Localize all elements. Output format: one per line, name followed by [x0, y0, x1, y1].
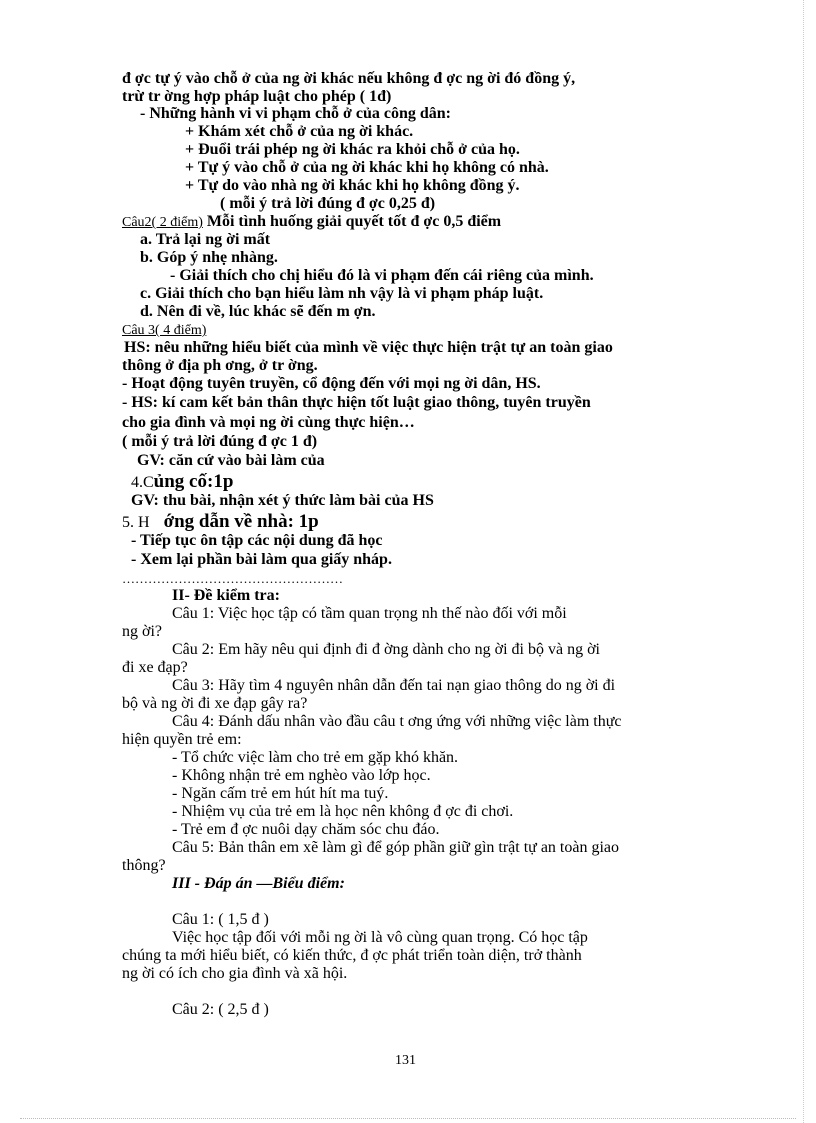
text-line: - Giải thích cho chị hiểu đó là vi phạm đến cái riêng của mình. — [170, 267, 594, 284]
question-3-header: Câu 3( 4 điểm) — [122, 323, 207, 338]
page-number: 131 — [395, 1053, 416, 1068]
text-line: - Tiếp tục ôn tập các nội dung đã học — [131, 532, 383, 549]
text-line: - Xem lại phần bài làm qua giấy nháp. — [131, 551, 392, 568]
dotted-separator: …………………………………………… — [122, 571, 343, 586]
text-line: Câu 2: Em hãy nêu qui định đi đ ờng dành cho ng ời đi bộ và ng ời — [172, 641, 600, 658]
question-2-note: Mỗi tình huống giải quyết tốt đ ợc 0,5 điểm — [202, 213, 502, 230]
text-line: - Nhiệm vụ của trẻ em là học nên không đ ợc đi chơi. — [172, 803, 514, 820]
text-line: Câu 2: ( 2,5 đ ) — [172, 1001, 269, 1018]
page-border-bottom — [20, 1118, 796, 1119]
text-line: + Tự ý vào chỗ ở của ng ời khác khi họ không có nhà. — [185, 159, 549, 176]
section-heading: II- Đề kiểm tra: — [172, 587, 280, 604]
text-line: Câu 3: Hãy tìm 4 nguyên nhân dẫn đến tai nạn giao thông do ng ời đi — [172, 677, 616, 694]
text-line: d. Nên đi về, lúc khác sẽ đến m ợn. — [140, 303, 376, 320]
text-line: - Trẻ em đ ợc nuôi dạy chăm sóc chu đáo. — [172, 821, 440, 838]
text-line: c. Giải thích cho bạn hiểu làm nh vậy là vi phạm pháp luật. — [140, 285, 544, 302]
text-line: hiện quyền trẻ em: — [122, 731, 242, 748]
text-line: ng ời? — [122, 623, 163, 640]
text-line: ( mỗi ý trả lời đúng đ ợc 0,25 đ) — [220, 195, 436, 212]
text-line: - Tổ chức việc làm cho trẻ em gặp khó khăn. — [172, 749, 459, 766]
text-line: Câu 5: Bản thân em xẽ làm gì để góp phần giữ gìn trật tự an toàn giao — [172, 839, 620, 856]
text-line: đ ợc tự ý vào chỗ ở của ng ời khác nếu không đ ợc ng ời đó đồng ý, — [122, 70, 576, 87]
question-2-label: Câu2( 2 điểm) — [122, 215, 203, 230]
text-line: b. Góp ý nhẹ nhàng. — [140, 249, 278, 266]
text-line: Câu 1: ( 1,5 đ ) — [172, 911, 269, 928]
text-line: a. Trả lại ng ời mất — [140, 231, 271, 248]
text-line: thông ở địa ph ơng, ở tr ờng. — [122, 357, 318, 374]
text-line: - HS: kí cam kết bản thân thực hiện tốt luật giao thông, tuyên truyền — [122, 394, 591, 411]
text-line: - Ngăn cấm trẻ em hút hít ma tuý. — [172, 785, 389, 802]
text-line: ( mỗi ý trả lời đúng đ ợc 1 đ) — [122, 433, 318, 450]
text-line: Việc học tập đối với mỗi ng ời là vô cùng quan trọng. Có học tập — [172, 929, 588, 946]
text-line: Câu 1: Việc học tập có tầm quan trọng nh thế nào đối với mỗi — [172, 605, 567, 622]
text-line: + Khám xét chỗ ở của ng ời khác. — [185, 123, 414, 140]
text-line: HS: nêu những hiểu biết của mình về việc thực hiện trật tự an toàn giao — [124, 339, 613, 356]
page-border-right — [803, 0, 804, 1123]
text-line: thông? — [122, 857, 166, 874]
text-line: - Những hành vi vi phạm chỗ ở của công dân: — [140, 105, 451, 122]
text-line: + Tự do vào nhà ng ời khác khi họ không đồng ý. — [185, 177, 520, 194]
question-2-header — [122, 212, 501, 232]
text-line: cho gia đình và mọi ng ời cùng thực hiện… — [122, 414, 415, 431]
text-line: Câu 4: Đánh dấu nhân vào đầu câu t ơng ứng với những việc làm thực — [172, 713, 622, 730]
section-5-header: 5. H ớng dẫn về nhà: 1p — [122, 511, 319, 532]
text-line: - Không nhận trẻ em nghèo vào lớp học. — [172, 767, 431, 784]
text-line: chúng ta mới hiểu biết, có kiến thức, đ ợc phát triển toàn diện, trở thành — [122, 947, 582, 964]
text-line: đi xe đạp? — [122, 659, 188, 676]
text-line: - Hoạt động tuyên truyền, cổ động đến với mọi ng ời dân, HS. — [122, 375, 541, 392]
text-line: ng ời có ích cho gia đình và xã hội. — [122, 965, 348, 982]
text-line: GV: thu bài, nhận xét ý thức làm bài của HS — [131, 492, 434, 509]
text-line: GV: căn cứ vào bài làm của — [137, 452, 325, 469]
text-line: + Đuổi trái phép ng ời khác ra khỏi chỗ ở của họ. — [185, 141, 520, 158]
section-4-header: 4.Củng cố:1p — [131, 471, 234, 492]
section-heading: III - Đáp án —Biểu điểm: — [172, 875, 345, 892]
text-line: trừ tr ờng hợp pháp luật cho phép ( 1đ) — [122, 88, 392, 105]
text-line: bộ và ng ời đi xe đạp gây ra? — [122, 695, 308, 712]
